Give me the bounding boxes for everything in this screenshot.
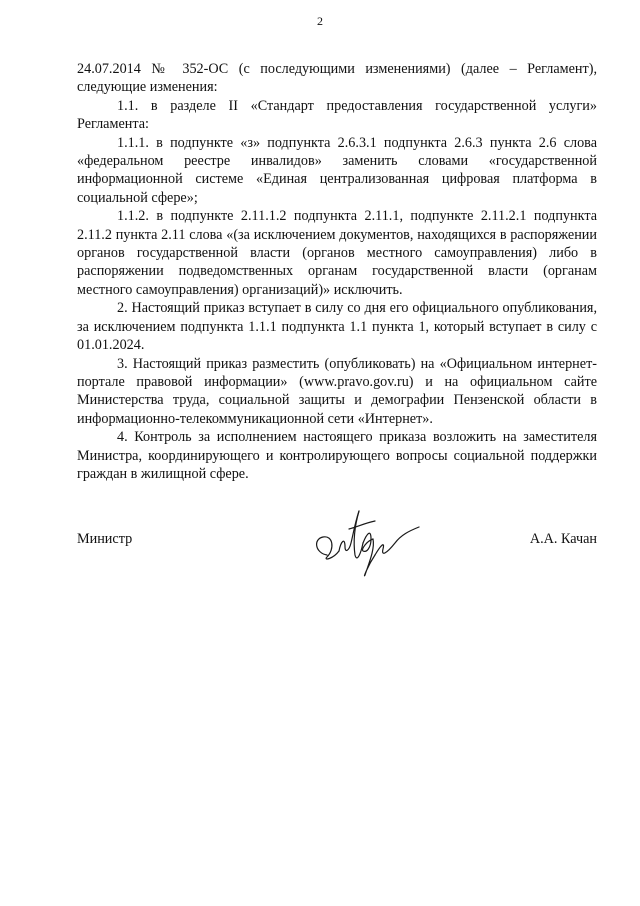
paragraph-1-1-2: 1.1.2. в подпункте 2.11.1.2 подпункта 2.11.1, подпункте 2.11.2.1 подпункта 2.11.2 пункта 2.11 слова «(за исключением документов, находящихся в распоряжении органов государственной власти (органов местного самоуправления) либо в распоряжении подведомственных органам государственной власти (органам местного самоуправления) организаций)» исключить. — [77, 208, 597, 298]
paragraph-2: 2. Настоящий приказ вступает в силу со дня его официального опубликования, за исключением подпункта 1.1.1 подпункта 1.1 пункта 1, который вступает в силу с 01.01.2024. — [77, 300, 597, 354]
document-body — [77, 60, 597, 483]
paragraph-1-1: 1.1. в разделе II «Стандарт предоставления государственной услуги» Регламента: — [77, 97, 597, 133]
paragraph-1-1-1: 1.1.1. в подпункте «з» подпункта 2.6.3.1 подпункта 2.6.3 пункта 2.6 слова «федеральном реестре инвалидов» заменить словами «государственной информационной системе «Единая централизованная цифровая платформа в социальной сфере»; — [77, 134, 597, 206]
paragraph-3: 3. Настоящий приказ разместить (опубликовать) на «Официальном интернет-портале правовой информации» (www.pravo.gov.ru) и на официальном сайте Министерства труда, социальной защиты и демографии Пензенской области в информационно-телекоммуникационной сети «Интернет». — [77, 355, 597, 427]
paragraph-continuation: 24.07.2014 № 352-ОС (с последующими изменениями) (далее – Регламент), следующие изменения: — [77, 61, 597, 96]
paragraph-4: 4. Контроль за исполнением настоящего приказа возложить на заместителя Министра, координирующего и контролирующего вопросы социальной поддержки граждан в жилищной сфере. — [77, 429, 597, 482]
page-number: 2 — [317, 14, 323, 28]
signatory-title: Министр — [77, 531, 133, 547]
signature-block — [77, 527, 597, 587]
handwritten-signature — [305, 493, 425, 583]
signatory-name: А.А. Качан — [529, 531, 597, 547]
